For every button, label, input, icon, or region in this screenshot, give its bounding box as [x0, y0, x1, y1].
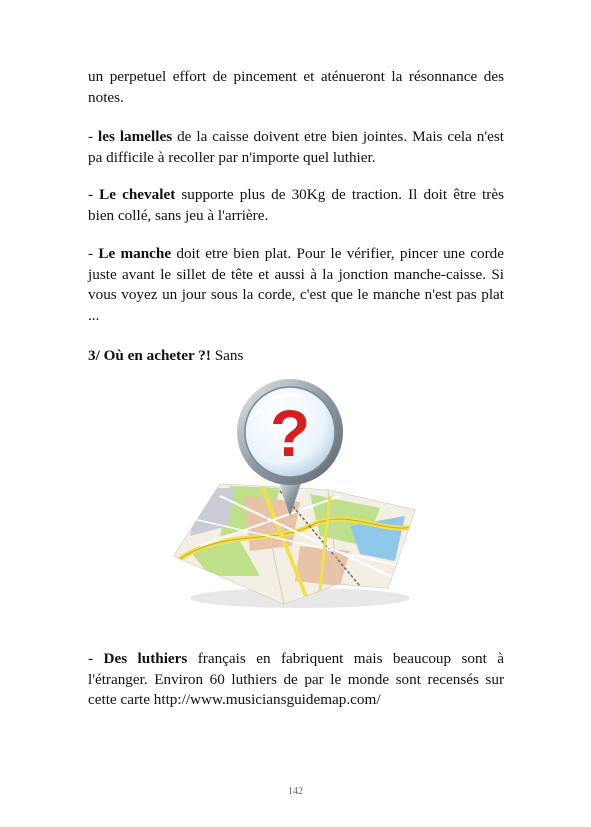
- paragraph-chevalet-text: supporte plus de 30Kg de traction. Il doit être très bien collé, sans jeu à l'arrière.: [88, 186, 504, 224]
- paragraph-chevalet: [88, 185, 504, 226]
- paragraph-lamelles: [88, 127, 504, 168]
- map-magnifier-illustration: [160, 376, 420, 616]
- section-heading: [88, 346, 504, 367]
- paragraph-manche-text: doit etre bien plat. Pour le vérifier, pincer une corde juste avant le sillet de tête et aussi à la jonction manche-caisse. Si vous voyez un jour sous la corde, c'est que le manche n'est pas plat ...: [88, 245, 504, 324]
- paragraph-luthiers: [88, 649, 504, 711]
- term-chevalet: Le chevalet: [99, 186, 176, 203]
- paragraph-lamelles-text: de la caisse doivent etre bien jointes. Mais cela n'est pa difficile à recoller par n'importe quel luthier.: [88, 128, 504, 166]
- paragraph-intro-text: un perpetuel effort de pincement et aténueront la résonnance des notes.: [88, 68, 504, 106]
- question-mark-icon: ?: [269, 396, 311, 470]
- section-heading-title: 3/ Où en acheter ?!: [88, 347, 211, 364]
- paragraph-manche: [88, 244, 504, 326]
- bullet-prefix: -: [88, 650, 104, 667]
- term-lamelles: les lamelles: [98, 128, 173, 145]
- bullet-prefix: -: [88, 186, 100, 203]
- term-manche: Le manche: [98, 245, 172, 262]
- bullet-prefix: -: [88, 245, 99, 262]
- page-number: 142: [288, 786, 303, 797]
- paragraph-luthiers-text: français en fabriquent mais beaucoup sont à l'étranger. Environ 60 luthiers de par le monde sont recensés sur cette carte http://www.musiciansguidemap.com/: [88, 650, 504, 708]
- map-magnifier-graphic: [160, 376, 420, 616]
- term-luthiers: Des luthiers: [103, 650, 188, 667]
- section-heading-text: Sans: [210, 347, 244, 364]
- paragraph-intro: [88, 67, 504, 108]
- bullet-prefix: -: [88, 128, 99, 145]
